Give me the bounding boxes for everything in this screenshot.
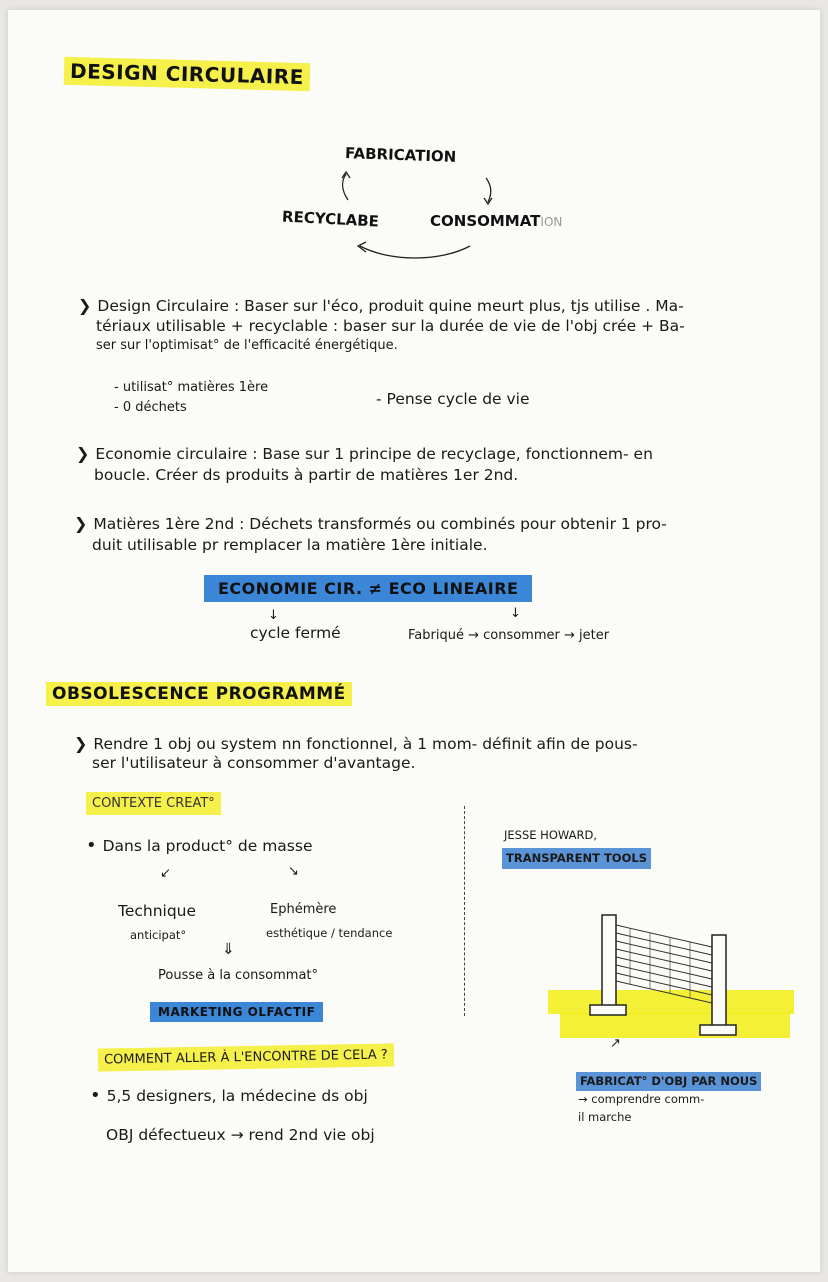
arrow-bullet-icon: ❯ xyxy=(74,734,88,753)
rack-sketch xyxy=(580,905,750,1045)
obsolescence-line1 xyxy=(74,734,638,754)
question: COMMENT ALLER À L'ENCONTRE DE CELA ? xyxy=(98,1043,394,1071)
cycle-consommation-suffix: ION xyxy=(540,215,563,229)
compare-label: ECONOMIE CIR. ≠ ECO LINEAIRE xyxy=(204,575,532,602)
sub-matieres: - utilisat° matières 1ère xyxy=(114,380,269,395)
column-divider xyxy=(464,806,465,1016)
down-left-arrow-icon: ↙ xyxy=(160,866,171,881)
design-circulaire-line1 xyxy=(78,296,684,316)
caption-marche: il marche xyxy=(578,1110,632,1124)
ephemere-sub: esthétique / tendance xyxy=(266,926,393,940)
technique-sub: anticipat° xyxy=(130,928,187,942)
mass-production-text: Dans la product° de masse xyxy=(102,837,313,855)
ephemere: Ephémère xyxy=(270,902,337,917)
arrow-bullet-icon: ❯ xyxy=(76,444,90,463)
pointer-arrow-icon: ↗ xyxy=(610,1036,621,1051)
cycle-consommation-main: CONSOMMAT xyxy=(430,212,541,230)
sub-dechets: - 0 déchets xyxy=(114,400,187,415)
designer-project: TRANSPARENT TOOLS xyxy=(502,848,651,869)
matieres-text1: Matières 1ère 2nd : Déchets transformés ou combinés pour obtenir 1 pro- xyxy=(93,515,667,533)
design-circulaire-text1: Design Circulaire : Baser sur l'éco, produit quine meurt plus, tjs utilise . Ma- xyxy=(97,297,684,315)
economie-circulaire-line1 xyxy=(76,444,653,464)
arrow-bullet-icon: ❯ xyxy=(74,514,88,533)
bullet-dot-icon: • xyxy=(86,835,97,856)
cycle-recyclabe: RECYCLABE xyxy=(281,207,380,231)
design-circulaire-line3: ser sur l'optimisat° de l'efficacité énergétique. xyxy=(96,338,398,353)
compare-right-note: Fabriqué → consommer → jeter xyxy=(408,628,610,643)
matieres-line2: duit utilisable pr remplacer la matière 1ère initiale. xyxy=(92,536,488,554)
compare-left-note: cycle fermé xyxy=(250,624,341,642)
bullet-dot-icon: • xyxy=(90,1085,101,1106)
obj-defectueux: OBJ défectueux → rend 2nd vie obj xyxy=(106,1126,375,1144)
matieres-line1 xyxy=(74,514,667,534)
bullet-designers xyxy=(90,1086,368,1106)
sub-cycle-vie: - Pense cycle de vie xyxy=(376,390,530,408)
obsolescence-title: OBSOLESCENCE PROGRAMMÉ xyxy=(46,682,352,706)
down-arrow-icon: ↓ xyxy=(268,608,279,623)
cycle-arrows xyxy=(320,160,510,270)
obsolescence-text1: Rendre 1 obj ou system nn fonctionnel, à 1 mom- définit afin de pous- xyxy=(93,735,638,753)
marketing-olfactif: MARKETING OLFACTIF xyxy=(150,1002,323,1022)
designer-name: JESSE HOWARD, xyxy=(504,828,597,842)
bullet-designers-text: 5,5 designers, la médecine ds obj xyxy=(106,1087,368,1105)
pousse-consommation: Pousse à la consommat° xyxy=(158,968,319,983)
technique: Technique xyxy=(118,902,197,920)
design-circulaire-line2: tériaux utilisable + recyclable : baser sur la durée de vie de l'obj crée + Ba- xyxy=(96,317,685,335)
cycle-fabrication: FABRICATION xyxy=(344,144,457,166)
page-title: DESIGN CIRCULAIRE xyxy=(64,57,311,91)
caption-fabrication: FABRICAT° D'OBJ PAR NOUS xyxy=(576,1072,761,1091)
caption-comprendre: → comprendre comm- xyxy=(578,1092,705,1106)
economie-circulaire-line2: boucle. Créer ds produits à partir de matières 1er 2nd. xyxy=(94,466,519,484)
down-arrow-icon: ↓ xyxy=(510,606,521,621)
arrow-bullet-icon: ❯ xyxy=(78,296,92,315)
double-arrow-down-icon: ⇓ xyxy=(222,940,235,958)
context-title: CONTEXTE CREAT° xyxy=(86,792,221,815)
mass-production xyxy=(86,836,313,856)
economie-circulaire-text1: Economie circulaire : Base sur 1 principe de recyclage, fonctionnem- en xyxy=(95,445,653,463)
obsolescence-line2: ser l'utilisateur à consommer d'avantage. xyxy=(92,754,416,772)
down-right-arrow-icon: ↘ xyxy=(288,864,299,879)
